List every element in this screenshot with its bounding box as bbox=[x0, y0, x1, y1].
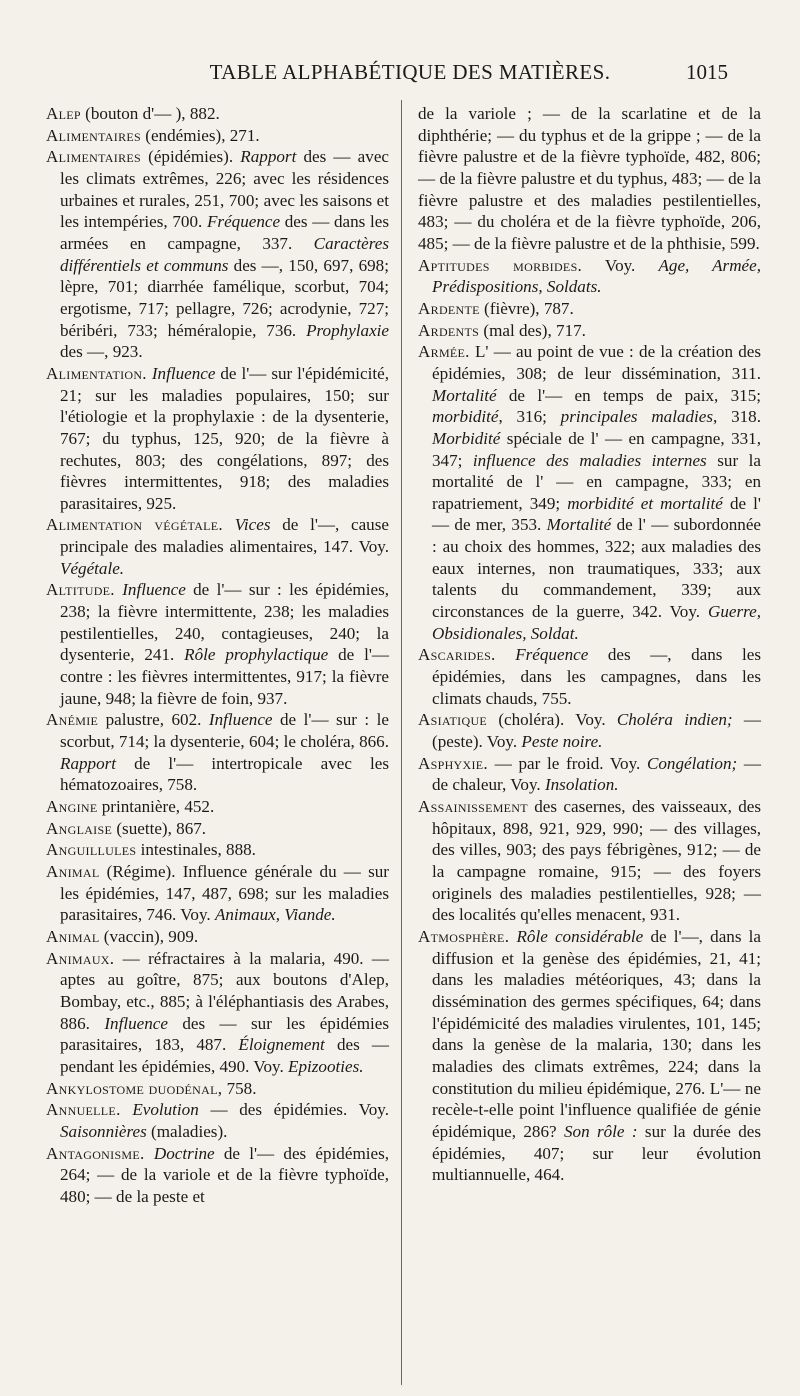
index-entry bbox=[46, 948, 389, 1078]
entry-italic-text: Age, Armée, Prédispositions, Soldats. bbox=[432, 255, 761, 297]
entry-headword: Animal bbox=[46, 861, 100, 881]
index-entry bbox=[46, 926, 389, 948]
index-entry bbox=[418, 298, 761, 320]
running-head: TABLE ALPHABÉTIQUE DES MATIÈRES. bbox=[209, 60, 611, 84]
entry-text: (mal des), 717. bbox=[479, 320, 586, 340]
entry-text bbox=[145, 1144, 154, 1163]
entry-italic-text: Doctrine bbox=[153, 1143, 215, 1163]
entry-headword: Alimentation. bbox=[46, 363, 147, 383]
entry-text: — (peste). Voy. bbox=[432, 710, 761, 752]
entry-italic-text: morbidité et mortalité bbox=[567, 493, 723, 513]
entry-italic-text: Congélation; bbox=[646, 753, 738, 773]
entry-text: — par le froid. Voy. bbox=[488, 753, 647, 773]
index-entry bbox=[46, 125, 389, 147]
entry-text: , 318. bbox=[713, 407, 761, 427]
index-entry bbox=[418, 341, 761, 644]
entry-headword: Ardents bbox=[418, 320, 480, 340]
entry-italic-text: Insolation. bbox=[544, 775, 619, 795]
entry-italic-text: Végétale. bbox=[60, 558, 125, 578]
index-entry bbox=[46, 579, 389, 709]
entry-headword: Animaux. bbox=[46, 948, 115, 968]
entry-text: (choléra). Voy. bbox=[487, 710, 617, 730]
entry-italic-text: Influence bbox=[122, 580, 186, 600]
entry-italic-text: Guerre, Obsidionales, Soldat. bbox=[432, 602, 761, 643]
entry-headword: Alimentaires bbox=[46, 125, 141, 145]
entry-italic-text: Influence bbox=[104, 1013, 168, 1033]
index-entry bbox=[46, 103, 389, 125]
index-entry bbox=[46, 1099, 389, 1142]
entry-italic-text: Morbidité bbox=[432, 428, 501, 448]
entry-italic-text: principales maladies bbox=[560, 407, 714, 427]
entry-text: de l'— en temps de paix, 315; bbox=[496, 385, 761, 405]
entry-text: des — pendant les épidémies, 490. Voy. bbox=[60, 1035, 389, 1076]
entry-headword: Animal bbox=[46, 926, 100, 946]
index-entry bbox=[418, 753, 761, 796]
entry-text: — de chaleur, Voy. bbox=[432, 753, 761, 795]
entry-headword: Aptitudes morbides. bbox=[418, 255, 583, 275]
index-entry bbox=[418, 320, 761, 342]
entry-text: intestinales, 888. bbox=[136, 840, 256, 860]
entry-text: Voy. bbox=[582, 255, 659, 275]
entry-italic-text: Evolution bbox=[132, 1100, 199, 1120]
page-number: 1015 bbox=[686, 60, 728, 84]
index-entry bbox=[46, 861, 389, 926]
entry-headword: Assainissement bbox=[418, 797, 528, 816]
entry-text: (Régime). Influence générale du — sur les épidémies, 147, 487, 698; sur les maladies parasitaires, 746. Voy. bbox=[60, 861, 389, 925]
index-entry bbox=[46, 796, 389, 818]
entry-text: de l' — de mer, 353. bbox=[432, 493, 761, 535]
entry-text: de l'—, dans la diffusion et la genèse des épidémies, 21, 41; dans les maladies météoriques, 43; dans la dissémination des germes spécifiques, 64; dans l'épidémicité des maladies virulentes, 101, 145; dans la genèse de la malaria, 130; dans les maladies des climats extrêmes, 224; dans la constitution du milieu épidémique, 276. L'— ne recèle-t-elle point l'influence qualifiée de génie épidémique, 286? bbox=[432, 926, 761, 1141]
entry-text: des —, dans les épidémies, dans les campagnes, dans les climats chauds, 755. bbox=[432, 645, 761, 708]
entry-text: de l' — subordonnée : au choix des hommes, 322; aux maladies des eaux internes, non traumatiques, 333; aux talents du commandement, 339; aux circonstances de la guerre, 342. Voy. bbox=[432, 515, 762, 622]
entry-headword: Ankylostome duodénal, bbox=[46, 1078, 223, 1098]
entry-text: de la variole ; — de la scarlatine et de la diphthérie; — du typhus et de la grippe ; — de la fièvre palustre et de la fièvre typhoïde, 482, 806; — de la fièvre palustre et du typhus, 483; — de la fièvre palustre et des maladies pestilentielles, 483; — du choléra et de la fièvre typhoïde, 206, 485; — de la fièvre palustre et de la phthisie, 599. bbox=[418, 104, 761, 253]
entry-text: 758. bbox=[222, 1078, 257, 1098]
entry-text: de l'— contre : les fièvres intermittentes, 917; la fièvre jaune, 948; la fièvre de foin, 937. bbox=[60, 645, 390, 708]
entry-text: des casernes, des vaisseaux, des hôpitaux, 898, 921, 929, 990; — des villages, des villes, 903; des pays fébrigènes, 912; — de la campagne romaine, 915; — des foyers originels des maladies pestilentielles, 928; — des localités qu'elles menacent, 931. bbox=[432, 797, 761, 925]
entry-italic-text: Rôle prophylactique bbox=[184, 645, 329, 665]
entry-italic-text: Mortalité bbox=[432, 385, 497, 405]
entry-italic-text: influence des maladies internes bbox=[472, 450, 707, 470]
entry-italic-text: Rapport bbox=[60, 753, 117, 773]
column-divider bbox=[401, 100, 402, 1385]
entry-text: des — avec les climats extrêmes, 226; avec les résidences urbaines et rurales, 251, 700; avec les saisons et les intempéries, 700. bbox=[60, 147, 389, 232]
index-entry bbox=[46, 818, 389, 840]
entry-italic-text: Prophylaxie bbox=[306, 320, 389, 340]
index-entry bbox=[418, 255, 761, 298]
index-entry bbox=[418, 926, 761, 1186]
entry-text: de l'— intertropicale avec les hématozoaires, 758. bbox=[60, 753, 389, 795]
entry-headword: Alimentaires bbox=[46, 147, 141, 167]
entry-text: des —, 150, 697, 698; lèpre, 701; diarrhée famélique, scorbut, 704; ergotisme, 717; pellagre, 726; acrodynie, 727; béribéri, 733; héméralopie, 736. bbox=[60, 255, 389, 340]
entry-text: (endémies), 271. bbox=[140, 125, 260, 145]
entry-text: des — sur les épidémies parasitaires, 183, 487. bbox=[60, 1013, 390, 1055]
entry-italic-text: Epizooties. bbox=[288, 1056, 364, 1076]
entry-headword: Annuelle. bbox=[46, 1100, 121, 1120]
entry-text: de l'— des épidémies, 264; — de la variole et de la fièvre typhoïde, 480; — de la peste et bbox=[60, 1143, 389, 1206]
entry-italic-text: Rôle considérable bbox=[516, 926, 644, 946]
index-entry bbox=[46, 709, 389, 796]
entry-italic-text: Caractères différentiels et communs bbox=[60, 233, 389, 275]
index-entry bbox=[46, 839, 389, 861]
entry-text bbox=[121, 1100, 133, 1119]
entry-text: L' — au point de vue : de la création des épidémies, 308; de leur dissémination, 311. bbox=[432, 342, 761, 383]
entry-text: — réfractaires à la malaria, 490. — aptes au goître, 875; aux boutons d'Alep, Bombay, etc., 885; à l'éléphantiasis des Arabes, 886. bbox=[60, 948, 389, 1033]
left-column bbox=[46, 103, 389, 1207]
entry-headword: Asiatique bbox=[418, 710, 488, 730]
entry-headword: Armée. bbox=[418, 342, 470, 362]
index-entry bbox=[46, 363, 389, 515]
entry-text: — des épidémies. Voy. bbox=[198, 1100, 389, 1120]
entry-text bbox=[496, 645, 516, 664]
entry-text: , 316; bbox=[498, 407, 561, 427]
right-column bbox=[418, 103, 761, 1186]
index-entry bbox=[46, 1143, 389, 1208]
entry-italic-text: Peste noire. bbox=[521, 732, 603, 752]
index-entry bbox=[46, 1078, 389, 1100]
entry-text: sur la durée des épidémies, 407; sur leur évolution multiannuelle, 464. bbox=[432, 1121, 761, 1185]
entry-text: (maladies). bbox=[146, 1121, 228, 1141]
entry-headword: Altitude. bbox=[46, 580, 115, 600]
entry-italic-text: Saisonnières bbox=[60, 1121, 147, 1141]
entry-headword: Asphyxie. bbox=[418, 753, 488, 773]
entry-italic-text: Éloignement bbox=[238, 1035, 325, 1055]
entry-italic-text: Mortalité bbox=[546, 515, 612, 535]
entry-italic-text: Influence bbox=[151, 363, 216, 383]
entry-headword: Anguillules bbox=[46, 840, 137, 860]
entry-text: de l'—, cause principale des maladies alimentaires, 147. Voy. bbox=[60, 515, 389, 557]
entry-italic-text: Vices bbox=[234, 515, 271, 535]
entry-italic-text: Choléra indien; bbox=[616, 710, 733, 730]
entry-italic-text: Influence bbox=[208, 710, 273, 730]
index-entry bbox=[418, 796, 761, 926]
entry-headword: Ardente bbox=[418, 298, 480, 318]
entry-headword: Ascarides. bbox=[418, 645, 496, 665]
entry-text: palustre, 602. bbox=[98, 710, 209, 730]
entry-text: (suette), 867. bbox=[112, 818, 207, 838]
entry-text: des — dans les armées en campagne, 337. bbox=[60, 212, 389, 253]
index-entry bbox=[46, 146, 389, 363]
entry-headword: Angine bbox=[46, 797, 98, 816]
entry-text: (fièvre), 787. bbox=[479, 298, 574, 318]
entry-headword: Anglaise bbox=[46, 818, 113, 838]
index-entry bbox=[46, 514, 389, 579]
entry-text bbox=[223, 515, 235, 534]
entry-headword: Atmosphère. bbox=[418, 926, 510, 946]
entry-text: printanière, 452. bbox=[97, 797, 215, 816]
entry-text: (épidémies). bbox=[140, 147, 241, 167]
entry-text: spéciale de l' — en campagne, 331, 347; bbox=[432, 428, 761, 470]
entry-italic-text: Rapport bbox=[240, 147, 297, 167]
entry-text: (bouton d'— ), 882. bbox=[80, 104, 220, 123]
entry-headword: Anémie bbox=[46, 710, 99, 730]
entry-text: des —, 923. bbox=[60, 342, 143, 362]
entry-text: de l'— sur : les épidémies, 238; la fièvre intermittente, 238; les maladies pestilentielles, 240, contagieuses, 240; la dysenterie, 241. bbox=[60, 580, 389, 665]
entry-italic-text: Fréquence bbox=[206, 212, 281, 232]
entry-headword: Alep bbox=[46, 104, 81, 123]
index-entry bbox=[418, 103, 761, 255]
entry-italic-text: Fréquence bbox=[515, 645, 589, 665]
entry-headword: Alimentation végétale. bbox=[46, 515, 223, 535]
entry-italic-text: Son rôle : bbox=[563, 1121, 638, 1141]
entry-italic-text: Animaux, Viande. bbox=[214, 905, 336, 925]
entry-italic-text: morbidité bbox=[432, 407, 499, 427]
entry-headword: Antagonisme. bbox=[46, 1143, 145, 1163]
entry-text: sur la mortalité de l' — en campagne, 333; en rapatriement, 349; bbox=[432, 450, 761, 513]
entry-text: (vaccin), 909. bbox=[99, 926, 199, 946]
entry-text: de l'— sur : le scorbut, 714; la dysenterie, 604; le choléra, 866. bbox=[60, 710, 390, 752]
index-entry bbox=[418, 709, 761, 752]
index-entry bbox=[418, 644, 761, 709]
entry-text: de l'— sur l'épidémicité, 21; sur les maladies populaires, 150; sur l'étiologie et la prophylaxie : de la dysenterie, 767; du typhus, 125, 920; de la fièvre à rechutes, 803; des congélations, 897; des fièvres intermittentes, 918; des maladies parasitaires, 925. bbox=[60, 363, 389, 513]
